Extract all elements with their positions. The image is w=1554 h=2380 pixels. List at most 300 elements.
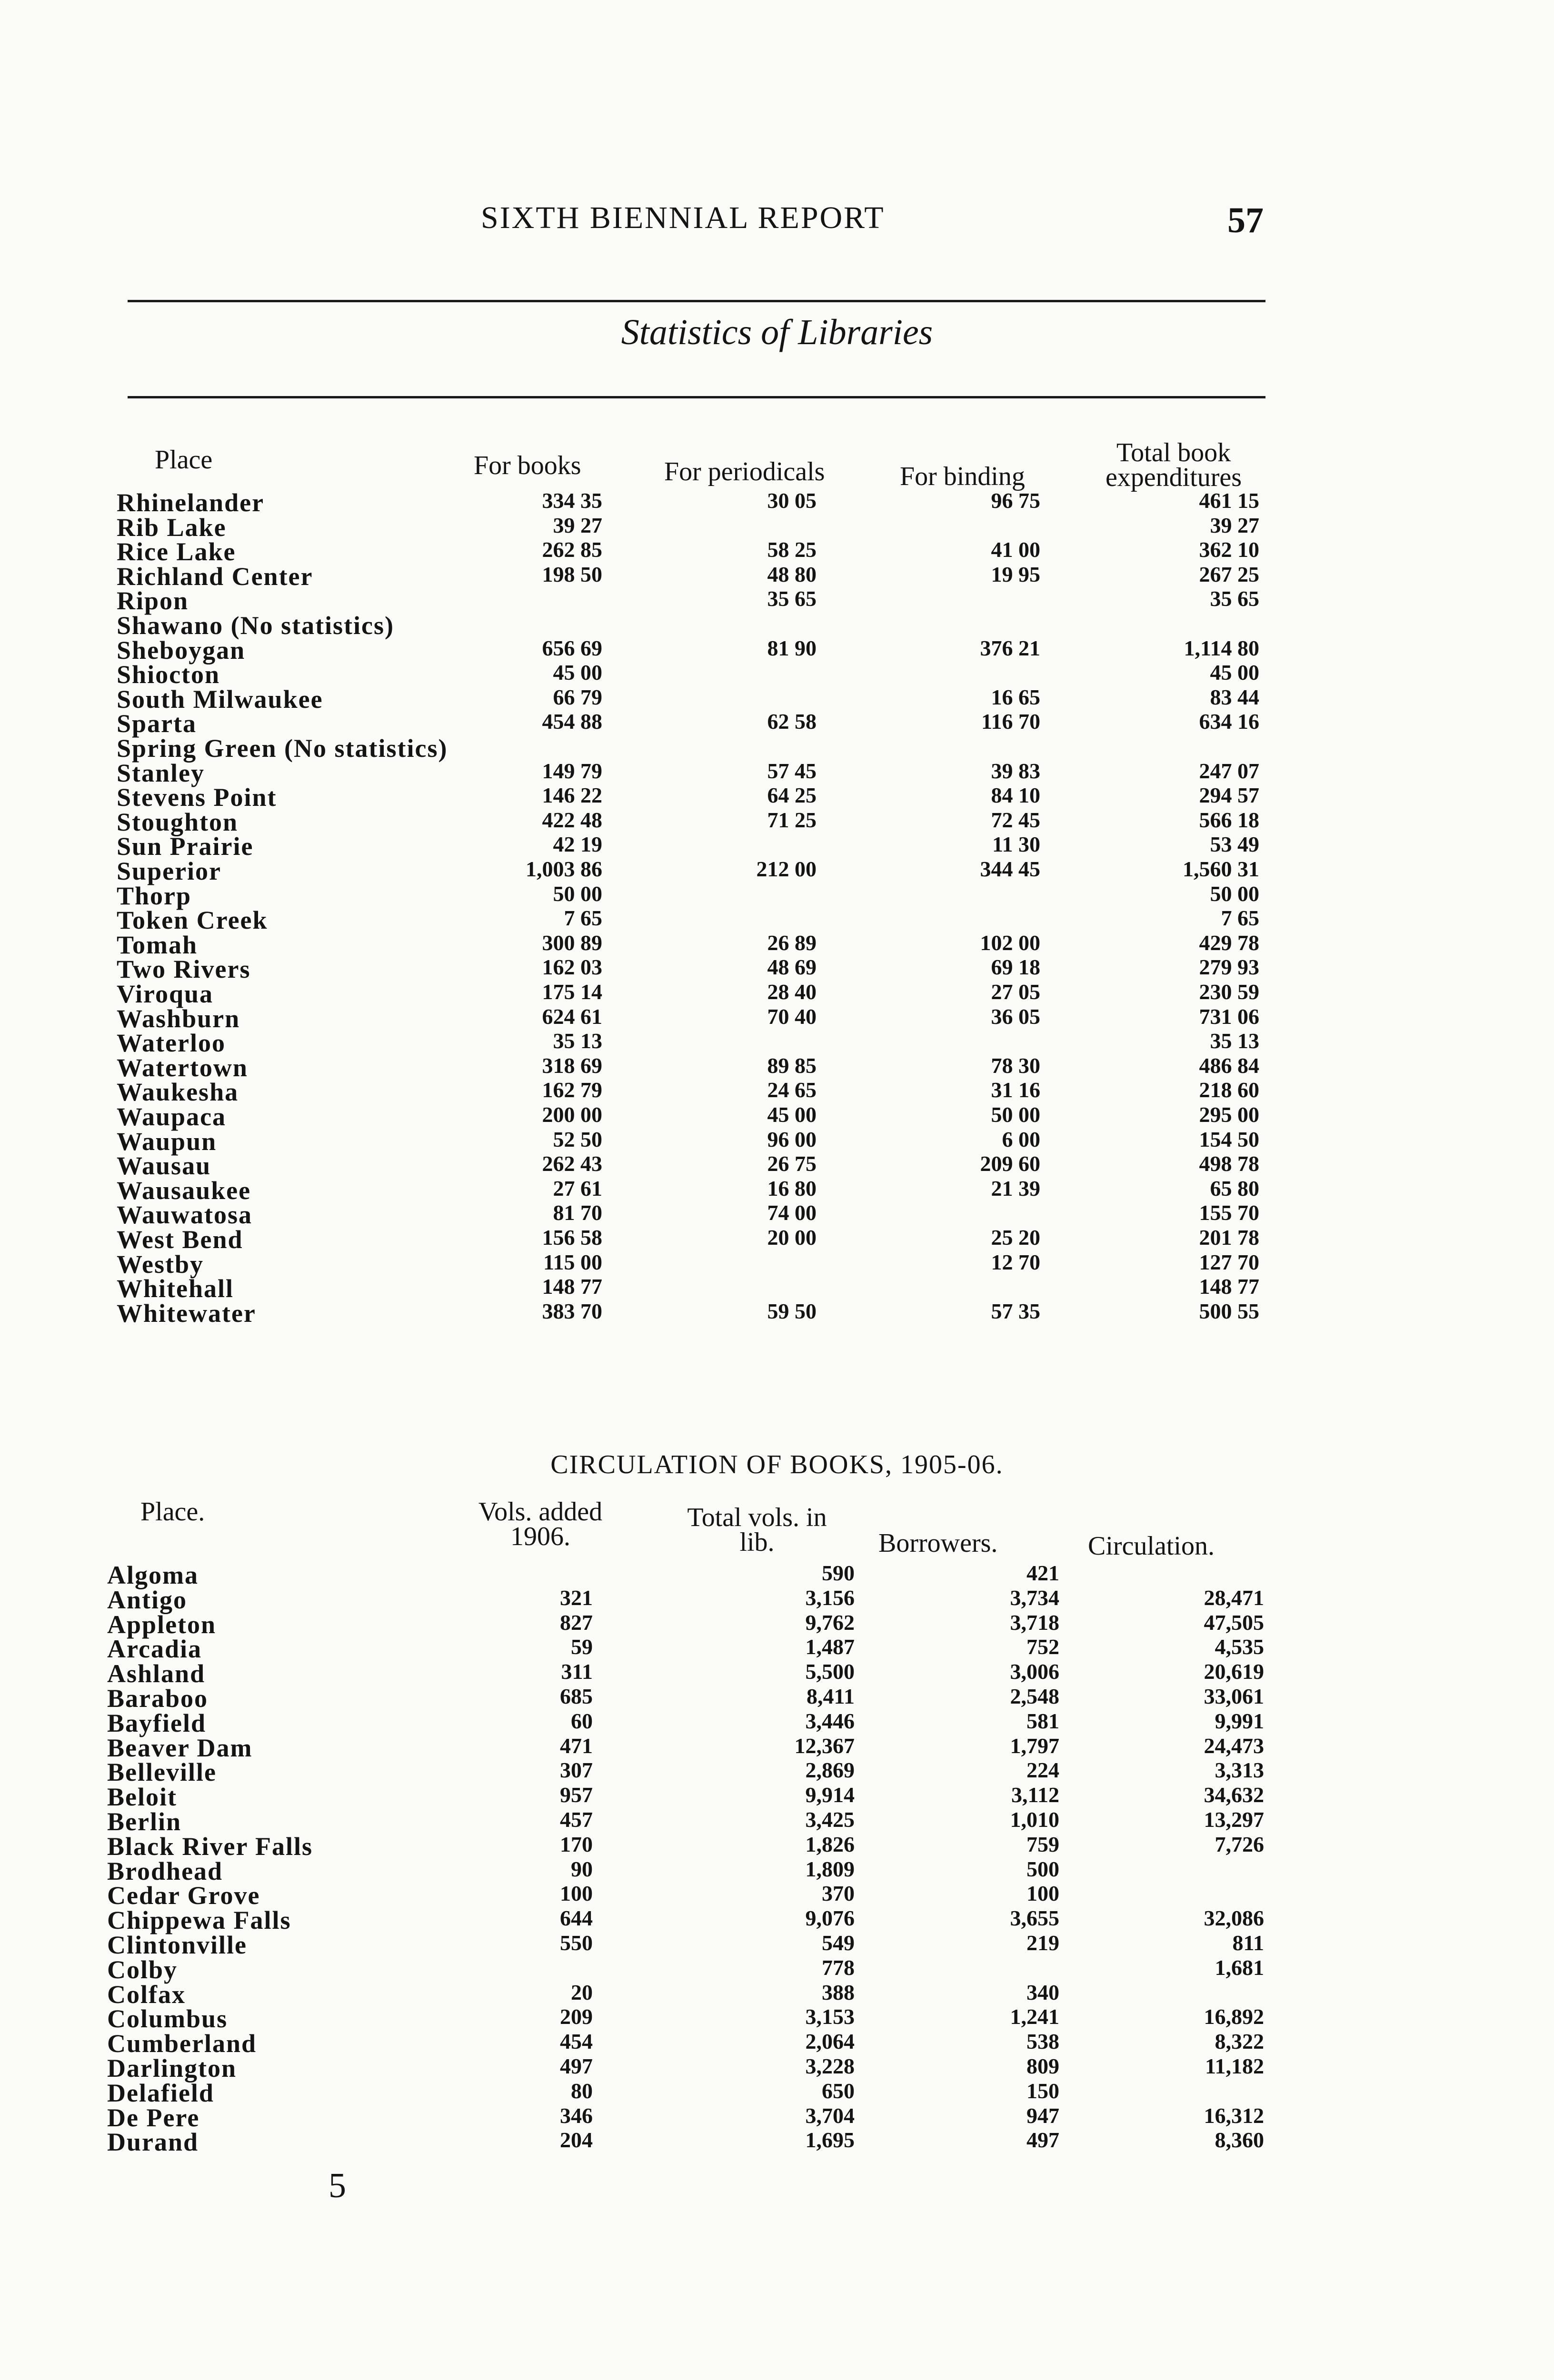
place-name: Watertown (117, 1053, 248, 1082)
borrowers-cell: 1,797 (1010, 1733, 1059, 1758)
table-row (107, 1659, 1278, 1688)
books-cell: 7 65 (564, 906, 602, 931)
borrowers-cell: 3,734 (1010, 1585, 1059, 1610)
table-row (117, 1053, 1283, 1082)
binding-cell: 72 45 (991, 807, 1040, 832)
place-name: Wauwatosa (117, 1200, 253, 1230)
table-row (117, 586, 1283, 615)
table-row (117, 954, 1283, 984)
periodicals-cell: 212 00 (756, 857, 817, 881)
total-cell: 429 78 (1199, 930, 1259, 955)
binding-cell: 12 70 (991, 1250, 1040, 1274)
books-cell: 35 13 (553, 1029, 602, 1053)
books-cell: 262 85 (542, 537, 602, 562)
binding-cell: 69 18 (991, 955, 1040, 980)
borrowers-cell: 497 (1026, 2128, 1059, 2152)
borrowers-cell: 100 (1026, 1881, 1059, 1906)
books-cell: 454 88 (542, 709, 602, 734)
total-vols-cell: 3,704 (805, 2103, 855, 2128)
total-vols-cell: 3,425 (805, 1807, 855, 1832)
books-cell: 149 79 (542, 758, 602, 783)
place-name: Token Creek (117, 906, 268, 935)
table-row (107, 1757, 1278, 1787)
place-name: Superior (117, 857, 222, 885)
table-row (117, 930, 1283, 959)
place-name: Cedar Grove (107, 1881, 260, 1910)
borrowers-cell: 219 (1026, 1931, 1059, 1955)
total-vols-cell: 1,695 (805, 2128, 855, 2152)
borrowers-cell: 947 (1026, 2103, 1059, 2128)
table-row (117, 611, 1283, 640)
total-cell: 218 60 (1199, 1078, 1259, 1102)
circulation-cell: 16,312 (1204, 2103, 1264, 2128)
borrowers-cell: 1,241 (1010, 2004, 1059, 2029)
added-cell: 497 (560, 2054, 593, 2078)
binding-cell: 39 83 (991, 758, 1040, 783)
periodicals-cell: 57 45 (767, 758, 817, 783)
place-name: Algoma (107, 1561, 199, 1589)
table-row (117, 758, 1283, 787)
books-cell: 148 77 (542, 1274, 602, 1299)
books-cell: 146 22 (542, 783, 602, 808)
added-cell: 90 (571, 1856, 593, 1881)
place-name: Shawano (No statistics) (117, 611, 395, 640)
place-name: Baraboo (107, 1684, 209, 1713)
place-name: Stoughton (117, 807, 239, 836)
binding-cell: 50 00 (991, 1102, 1040, 1127)
binding-cell: 84 10 (991, 783, 1040, 808)
binding-cell: 6 00 (1002, 1127, 1040, 1151)
added-cell: 209 (560, 2004, 593, 2029)
books-cell: 262 43 (542, 1151, 602, 1176)
total-vols-cell: 12,367 (794, 1733, 855, 1758)
signature-mark: 5 (329, 2166, 346, 2205)
table-row (117, 660, 1283, 689)
borrowers-cell: 1,010 (1010, 1807, 1059, 1832)
place-name: Belleville (107, 1758, 217, 1787)
total-cell: 362 10 (1199, 537, 1259, 562)
place-name: Beloit (107, 1783, 177, 1812)
total-vols-cell: 650 (822, 2078, 855, 2103)
place-name: Ashland (107, 1659, 206, 1688)
circulation-title: CIRCULATION OF BOOKS, 1905-06. (550, 1450, 1004, 1479)
total-cell: 731 06 (1199, 1004, 1259, 1029)
total-vols-cell: 1,487 (805, 1635, 855, 1659)
table-row (107, 1560, 1278, 1589)
binding-cell: 116 70 (981, 709, 1040, 734)
running-header (0, 200, 1554, 240)
total-vols-cell: 3,446 (805, 1708, 855, 1733)
books-cell: 656 69 (542, 635, 602, 660)
table-row (107, 2103, 1278, 2132)
circulation-cell: 9,991 (1215, 1708, 1264, 1733)
place-name: Rice Lake (117, 537, 236, 566)
books-cell: 81 70 (553, 1200, 602, 1225)
total-vols-cell: 5,500 (805, 1659, 855, 1684)
books-cell: 624 61 (542, 1004, 602, 1029)
books-cell: 300 89 (542, 930, 602, 955)
table-row (107, 1807, 1278, 1836)
added-cell: 471 (560, 1733, 593, 1758)
table-row (107, 1684, 1278, 1713)
place-name: Sparta (117, 709, 197, 738)
binding-cell: 36 05 (991, 1004, 1040, 1029)
total-cell: 65 80 (1210, 1176, 1259, 1200)
added-cell: 550 (560, 1931, 593, 1955)
place-name: Stevens Point (117, 783, 277, 812)
total-cell: 500 55 (1199, 1299, 1259, 1323)
binding-cell: 27 05 (991, 980, 1040, 1004)
borrowers-cell: 3,112 (1011, 1783, 1059, 1807)
col-header-borrowers: Borrowers. (878, 1528, 998, 1558)
circulation-cell: 811 (1232, 1931, 1264, 1955)
table-row (117, 881, 1283, 910)
col-header-total: Total book expenditures (1105, 438, 1242, 492)
place-name: Columbus (107, 2004, 228, 2033)
periodicals-cell: 48 69 (767, 955, 817, 980)
table-row (117, 562, 1283, 591)
books-cell: 162 79 (542, 1078, 602, 1102)
section-title: Statistics of Libraries (621, 312, 933, 352)
table-row (107, 1832, 1278, 1861)
place-name: Antigo (107, 1585, 188, 1614)
table-row (107, 1905, 1278, 1935)
added-cell: 59 (571, 1635, 593, 1659)
place-name: Wausaukee (117, 1176, 251, 1205)
place-name: Beaver Dam (107, 1733, 253, 1762)
periodicals-cell: 70 40 (767, 1004, 817, 1029)
binding-cell: 57 35 (991, 1299, 1040, 1323)
total-vols-cell: 9,762 (805, 1610, 855, 1635)
added-cell: 644 (560, 1906, 593, 1931)
borrowers-cell: 500 (1026, 1856, 1059, 1881)
total-vols-cell: 590 (822, 1561, 855, 1585)
binding-cell: 376 21 (980, 635, 1040, 660)
top-rule (128, 300, 1265, 302)
table-row (117, 1077, 1283, 1107)
total-vols-cell: 3,153 (805, 2004, 855, 2029)
periodicals-cell: 81 90 (767, 635, 817, 660)
place-name: Ripon (117, 586, 189, 615)
total-cell: 7 65 (1221, 906, 1259, 931)
added-cell: 204 (560, 2128, 593, 2152)
table-row (117, 1102, 1283, 1131)
place-name: Rhinelander (117, 488, 265, 517)
place-name: Shiocton (117, 660, 220, 689)
table-row (107, 2029, 1278, 2058)
total-cell: 154 50 (1199, 1127, 1259, 1151)
books-cell: 383 70 (542, 1299, 602, 1323)
total-cell: 83 44 (1210, 684, 1259, 709)
added-cell: 685 (560, 1684, 593, 1708)
circulation-cell: 28,471 (1204, 1585, 1264, 1610)
binding-cell: 31 16 (991, 1078, 1040, 1102)
added-cell: 80 (571, 2078, 593, 2103)
total-vols-cell: 3,228 (805, 2054, 855, 2078)
table-row (107, 1708, 1278, 1737)
place-name: Chippewa Falls (107, 1906, 291, 1935)
periodicals-cell: 62 58 (767, 709, 817, 734)
borrowers-cell: 150 (1026, 2078, 1059, 2103)
total-cell: 634 16 (1199, 709, 1259, 734)
table-row (117, 1004, 1283, 1033)
place-name: Berlin (107, 1807, 181, 1836)
books-cell: 52 50 (553, 1127, 602, 1151)
periodicals-cell: 45 00 (767, 1102, 817, 1127)
binding-cell: 16 65 (991, 684, 1040, 709)
borrowers-cell: 581 (1026, 1708, 1059, 1733)
place-name: Rib Lake (117, 513, 227, 542)
place-name: Bayfield (107, 1708, 207, 1737)
total-cell: 566 18 (1199, 807, 1259, 832)
periodicals-cell: 48 80 (767, 562, 817, 586)
total-vols-cell: 370 (822, 1881, 855, 1906)
total-cell: 53 49 (1210, 832, 1259, 857)
borrowers-cell: 3,718 (1010, 1610, 1059, 1635)
col-header-added: Vols. added 1906. (478, 1497, 603, 1551)
borrowers-cell: 3,655 (1010, 1906, 1059, 1931)
table-row (107, 2127, 1278, 2157)
binding-cell: 96 75 (991, 488, 1040, 513)
circulation-cell: 33,061 (1204, 1684, 1264, 1708)
periodicals-cell: 35 65 (767, 586, 817, 611)
books-cell: 334 35 (542, 488, 602, 513)
table-row (107, 1585, 1278, 1614)
circulation-cell: 47,505 (1204, 1610, 1264, 1635)
place-name: Whitewater (117, 1299, 256, 1328)
place-name: Sheboygan (117, 635, 246, 664)
circulation-cell: 1,681 (1215, 1955, 1264, 1980)
borrowers-cell: 2,548 (1010, 1684, 1059, 1708)
table-row (117, 709, 1283, 738)
total-vols-cell: 1,826 (805, 1832, 855, 1856)
page-number: 57 (1227, 200, 1264, 240)
table-row (117, 513, 1283, 542)
books-cell: 66 79 (553, 684, 602, 709)
periodicals-cell: 30 05 (767, 488, 817, 513)
total-cell: 45 00 (1210, 660, 1259, 685)
table-row (117, 684, 1283, 714)
total-cell: 295 00 (1199, 1102, 1259, 1127)
total-cell: 267 25 (1199, 562, 1259, 586)
circulation-cell: 3,313 (1215, 1758, 1264, 1783)
books-cell: 50 00 (553, 881, 602, 906)
borrowers-cell: 759 (1026, 1832, 1059, 1856)
table-row (117, 537, 1283, 566)
circulation-cell: 32,086 (1204, 1906, 1264, 1931)
place-name: Cumberland (107, 2029, 257, 2058)
total-vols-cell: 9,914 (805, 1783, 855, 1807)
table-row (117, 488, 1283, 517)
books-cell: 27 61 (553, 1176, 602, 1200)
place-name: Stanley (117, 758, 205, 787)
table-row (117, 1200, 1283, 1230)
binding-cell: 25 20 (991, 1225, 1040, 1250)
table-row (117, 783, 1283, 812)
total-cell: 50 00 (1210, 881, 1259, 906)
added-cell: 307 (560, 1758, 593, 1783)
table-row (117, 1225, 1283, 1254)
total-cell: 498 78 (1199, 1151, 1259, 1176)
borrowers-cell: 340 (1026, 1980, 1059, 2004)
periodicals-cell: 24 65 (767, 1078, 817, 1102)
col-header-circulation: Circulation. (1088, 1531, 1215, 1561)
circulation-cell: 20,619 (1204, 1659, 1264, 1684)
place-name: Brodhead (107, 1856, 223, 1885)
binding-cell: 41 00 (991, 537, 1040, 562)
binding-cell: 102 00 (980, 930, 1040, 955)
total-cell: 1,114 80 (1184, 635, 1259, 660)
periodicals-cell: 26 75 (767, 1151, 817, 1176)
col-header-binding: For binding (900, 462, 1025, 491)
place-name: Washburn (117, 1004, 240, 1033)
col-header-periodicals: For periodicals (664, 457, 825, 486)
added-cell: 827 (560, 1610, 593, 1635)
place-name: Waterloo (117, 1029, 226, 1058)
books-cell: 198 50 (542, 562, 602, 586)
table-row (117, 1299, 1283, 1328)
periodicals-cell: 28 40 (767, 980, 817, 1004)
table-row (107, 2078, 1278, 2107)
col-header-place: Place. (140, 1497, 205, 1527)
periodicals-cell: 71 25 (767, 807, 817, 832)
table-row (107, 2004, 1278, 2033)
circulation-cell: 13,297 (1204, 1807, 1264, 1832)
borrowers-cell: 421 (1026, 1561, 1059, 1585)
table-row (107, 1980, 1278, 2009)
table-row (117, 1176, 1283, 1205)
periodicals-cell: 64 25 (767, 783, 817, 808)
total-cell: 486 84 (1199, 1053, 1259, 1078)
books-cell: 45 00 (553, 660, 602, 685)
total-cell: 35 13 (1210, 1029, 1259, 1053)
total-vols-cell: 2,869 (805, 1758, 855, 1783)
place-name: Viroqua (117, 980, 214, 1008)
periodicals-cell: 16 80 (767, 1176, 817, 1200)
added-cell: 346 (560, 2103, 593, 2128)
place-name: Westby (117, 1250, 204, 1279)
periodicals-cell: 59 50 (767, 1299, 817, 1323)
section-rule (128, 396, 1265, 398)
table-row (107, 1930, 1278, 1959)
place-name: Thorp (117, 881, 192, 910)
books-cell: 1,003 86 (526, 857, 602, 881)
circulation-cell: 16,892 (1204, 2004, 1264, 2029)
expenditures-table (117, 438, 1283, 1347)
place-name: De Pere (107, 2103, 200, 2132)
added-cell: 20 (571, 1980, 593, 2004)
place-name: Wausau (117, 1151, 211, 1180)
circulation-cell: 4,535 (1215, 1635, 1264, 1659)
table-row (117, 807, 1283, 836)
books-cell: 200 00 (542, 1102, 602, 1127)
table-row (107, 1856, 1278, 1885)
borrowers-cell: 224 (1026, 1758, 1059, 1783)
total-cell: 35 65 (1210, 586, 1259, 611)
place-name: Darlington (107, 2054, 237, 2082)
place-name: Sun Prairie (117, 832, 254, 861)
borrowers-cell: 3,006 (1010, 1659, 1059, 1684)
periodicals-cell: 89 85 (767, 1053, 817, 1078)
total-cell: 294 57 (1199, 783, 1259, 808)
books-cell: 42 19 (553, 832, 602, 857)
books-cell: 318 69 (542, 1053, 602, 1078)
table-row (107, 2053, 1278, 2082)
books-cell: 162 03 (542, 955, 602, 980)
books-cell: 422 48 (542, 807, 602, 832)
binding-cell: 21 39 (991, 1176, 1040, 1200)
total-vols-cell: 778 (822, 1955, 855, 1980)
added-cell: 100 (560, 1881, 593, 1906)
books-cell: 175 14 (542, 980, 602, 1004)
place-name: Waukesha (117, 1078, 239, 1107)
total-vols-cell: 8,411 (807, 1684, 855, 1708)
total-cell: 1,560 31 (1183, 857, 1259, 881)
total-vols-cell: 9,076 (805, 1906, 855, 1931)
table-row (107, 1610, 1278, 1639)
table-row (117, 635, 1283, 664)
circulation-cell: 11,182 (1205, 2054, 1264, 2078)
total-cell: 127 70 (1199, 1250, 1259, 1274)
total-vols-cell: 388 (822, 1980, 855, 2004)
total-cell: 201 78 (1199, 1225, 1259, 1250)
added-cell: 321 (560, 1585, 593, 1610)
books-cell: 39 27 (553, 513, 602, 537)
place-name: Waupun (117, 1127, 217, 1156)
total-cell: 230 59 (1199, 980, 1259, 1004)
added-cell: 311 (561, 1659, 593, 1684)
circulation-cell: 8,322 (1215, 2029, 1264, 2054)
periodicals-cell: 58 25 (767, 537, 817, 562)
added-cell: 457 (560, 1807, 593, 1832)
table-row (117, 1028, 1283, 1058)
place-name: Waupaca (117, 1102, 227, 1131)
total-vols-cell: 3,156 (805, 1585, 855, 1610)
table-row (117, 905, 1283, 935)
periodicals-cell: 96 00 (767, 1127, 817, 1151)
place-name: Colby (107, 1955, 178, 1984)
circulation-table (107, 1499, 1278, 2166)
place-name: Arcadia (107, 1635, 202, 1664)
table-row (107, 1634, 1278, 1664)
total-cell: 155 70 (1199, 1200, 1259, 1225)
total-cell: 279 93 (1199, 955, 1259, 980)
col-header-total-vols: Total vols. in lib. (687, 1503, 827, 1557)
place-name: Spring Green (No statistics) (117, 734, 448, 763)
borrowers-cell: 538 (1026, 2029, 1059, 2054)
place-name: South Milwaukee (117, 684, 323, 714)
borrowers-cell: 809 (1026, 2054, 1059, 2078)
books-cell: 115 00 (543, 1250, 602, 1274)
place-name: Black River Falls (107, 1832, 313, 1861)
periodicals-cell: 26 89 (767, 930, 817, 955)
table-row (107, 1881, 1278, 1910)
periodicals-cell: 74 00 (767, 1200, 817, 1225)
total-vols-cell: 1,809 (805, 1856, 855, 1881)
total-cell: 39 27 (1210, 513, 1259, 537)
place-name: Clintonville (107, 1931, 248, 1959)
place-name: Durand (107, 2128, 199, 2157)
circulation-cell: 8,360 (1215, 2128, 1264, 2152)
table-row (107, 1782, 1278, 1812)
table-row (117, 856, 1283, 885)
place-name: West Bend (117, 1225, 243, 1254)
table-row (107, 1955, 1278, 1984)
col-header-place: Place (155, 445, 213, 475)
table-row (117, 979, 1283, 1008)
circulation-cell: 7,726 (1215, 1832, 1264, 1856)
place-name: Two Rivers (117, 955, 251, 984)
